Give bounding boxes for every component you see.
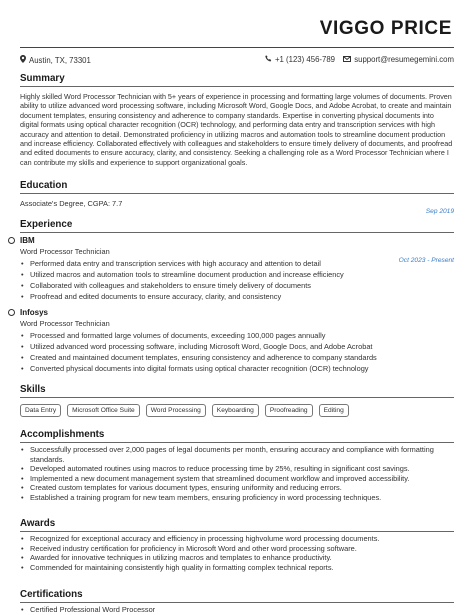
job-date: Oct 2023 - Present [398,257,454,264]
list-item: • Processed and formatted large volumes of documents, exceeding 100,000 pages annually [20,330,454,341]
awards-section [20,518,454,572]
education-title: Education [20,180,68,191]
email-icon [343,55,351,64]
location-text: Austin, TX, 73301 [29,56,91,65]
contact-bar [20,55,454,67]
education-section [20,180,454,215]
skill-chip: Editing [319,404,349,417]
list-item: • Utilized advanced word processing software, including Microsoft Word, Google Docs, and Adobe Acrobat [20,341,454,352]
skills-section [20,384,454,417]
list-item: • Commended for maintaining consistently high quality in formatting complex technical reports. [20,563,454,573]
header-divider [20,47,454,48]
accomplishments-divider [20,442,454,443]
timeline-marker [8,309,15,316]
list-item: • Created and maintained document templates, ensuring consistency and adherence to company standards [20,352,454,363]
education-degree: Associate's Degree, CGPA: 7.7 [20,199,123,208]
location-pin-icon [20,55,26,65]
job-bullets [20,258,454,302]
skills-title: Skills [20,384,46,395]
summary-section [20,73,454,167]
phone-icon [265,55,272,64]
summary-text: Highly skilled Word Processor Technician with 5+ years of experience in processing and formatting large volumes of documents. Proven ability to utilize advanced word processing software, including Microsoft Word, Google Docs, and Adobe Acrobat, to create and maintain document templates, ensuring consistency and adherence to company standards. Expertise in converting physical documents into digital formats using optical character recognition (OCR) technology, and performing data entry and transcription services with high accuracy and attention to detail. Demonstrated proficiency in utilizing macros and automation tools to streamline document production and increase efficiency. Collaborated effectively with colleagues and stakeholders to ensure timely delivery of documents, and proofread and edited documents to ensure accuracy, clarity, and consistency. Seeking a challenging role as a Word Processor Technician where I can contribute my skills and experience to support organizational goals. [20,92,453,167]
email-text: support@resumegemini.com [354,55,454,64]
location [20,55,91,65]
certifications-list [20,605,454,615]
candidate-name: VIGGO PRICE [319,18,452,39]
list-item: • Received industry certification for proficiency in Microsoft Word and other word processing software. [20,544,454,554]
skills-divider [20,397,454,398]
list-item: • Proofread and edited documents to ensure accuracy, clarity, and consistency [20,291,454,302]
awards-title: Awards [20,518,56,529]
list-item: • Created custom templates for various document types, ensuring uniformity and reducing errors. [20,483,454,493]
awards-list [20,534,454,572]
experience-divider [20,232,454,233]
list-item: • Converted physical documents into digital formats using optical character recognition (OCR) technology [20,363,454,374]
certifications-title: Certifications [20,589,83,600]
skill-chip: Keyboarding [212,404,259,417]
list-item: • Utilized macros and automation tools to streamline document production and increase efficiency [20,269,454,280]
list-item: • Collaborated with colleagues and stakeholders to ensure timely delivery of documents [20,280,454,291]
skill-chip: Microsoft Office Suite [67,404,140,417]
education-divider [20,193,454,194]
accomplishments-list [20,445,454,503]
list-item: • Awarded for innovative techniques in utilizing macros and templates to enhance productivity. [20,553,454,563]
certifications-divider [20,602,454,603]
job-role: Word Processor Technician [20,319,110,328]
experience-section [20,219,454,233]
list-item: • Developed automated routines using macros to reduce processing time by 25%, resulting in significant cost savings. [20,464,454,474]
experience-title: Experience [20,219,73,230]
company-name: Infosys [20,308,49,317]
job-bullets [20,330,454,374]
email[interactable] [343,55,454,64]
summary-divider [20,86,454,87]
list-item: • Certified Professional Word Processor [20,605,454,615]
list-item: • Successfully processed over 2,000 pages of legal documents per month, ensuring accuracy and compliance with formatting standards. [20,445,454,464]
awards-divider [20,531,454,532]
accomplishments-title: Accomplishments [20,429,105,440]
skill-chip: Word Processing [146,404,206,417]
list-item: • Performed data entry and transcription services with high accuracy and attention to detail [20,258,454,269]
contact-right [259,55,454,64]
skill-chip: Data Entry [20,404,61,417]
certifications-section [20,589,454,615]
accomplishments-section [20,429,454,503]
job-role: Word Processor Technician [20,247,110,256]
timeline-marker [8,237,15,244]
phone-text: +1 (123) 456-789 [274,55,336,64]
summary-title: Summary [20,73,65,84]
skill-chips [20,404,454,417]
company-name: IBM [20,236,35,245]
list-item: • Implemented a new document management system that streamlined document workflow and improved accessibility. [20,474,454,484]
education-date: Sep 2019 [425,208,454,215]
phone[interactable] [265,55,335,64]
list-item: • Established a training program for new team members, ensuring proficiency in word processing techniques. [20,493,454,503]
list-item: • Recognized for exceptional accuracy and efficiency in processing highvolume word processing documents. [20,534,454,544]
skill-chip: Proofreading [265,404,313,417]
